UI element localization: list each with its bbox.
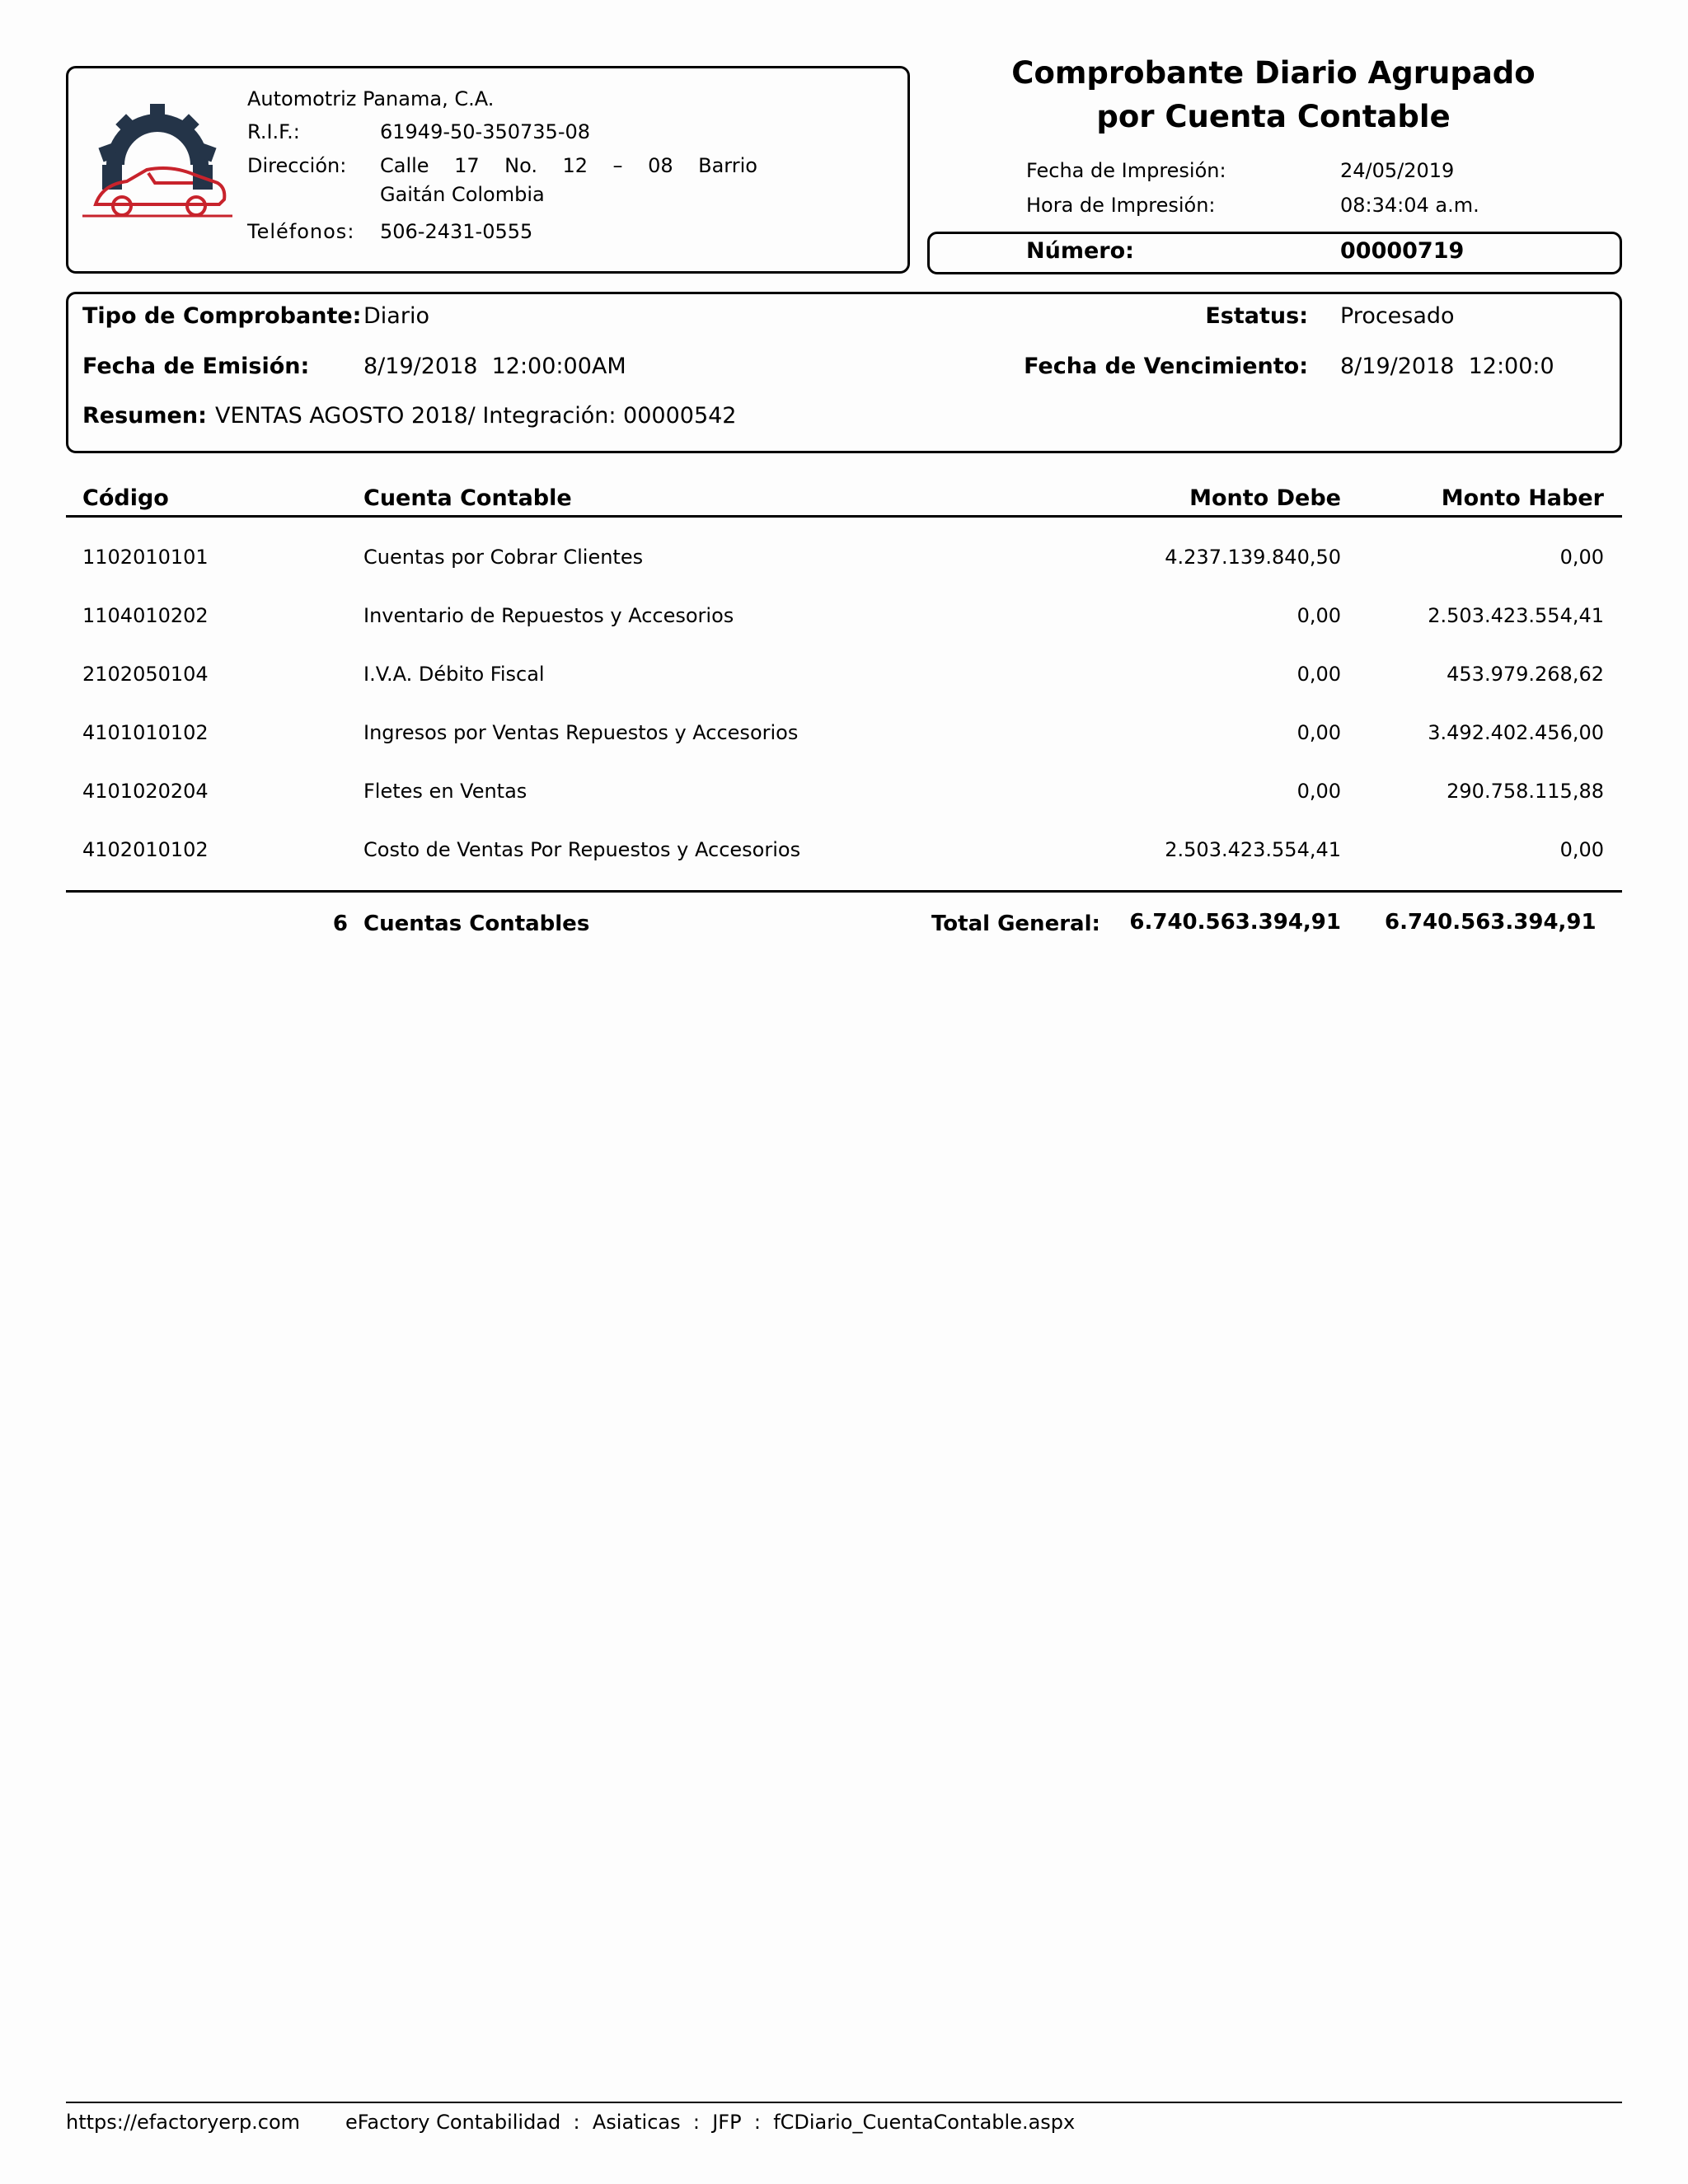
gear-car-logo-icon (79, 99, 236, 239)
voucher-type-label: Tipo de Comprobante: (82, 303, 362, 329)
table-row-debit: 0,00 (1296, 663, 1341, 686)
header-rule (66, 515, 1622, 518)
table-row-account: Cuentas por Cobrar Clientes (363, 546, 644, 569)
table-row-code: 1104010202 (82, 604, 209, 627)
table-row-debit: 4.237.139.840,50 (1165, 546, 1341, 569)
table-row-debit: 0,00 (1296, 721, 1341, 744)
col-header-debit: Monto Debe (1189, 485, 1341, 511)
footer-url: https://efactoryerp.com (66, 2111, 301, 2134)
print-time-label: Hora de Impresión: (1026, 194, 1216, 217)
total-credit: 6.740.563.394,91 (1385, 910, 1597, 935)
table-row-code: 4101010102 (82, 721, 209, 744)
status-value: Procesado (1340, 303, 1455, 329)
col-header-code: Código (82, 485, 169, 511)
table-row-code: 4102010102 (82, 838, 209, 861)
summary-value: VENTAS AGOSTO 2018/ Integración: 00000542 (215, 403, 737, 429)
table-row-account: Fletes en Ventas (363, 780, 528, 803)
totals-rule (66, 890, 1622, 893)
table-row-debit: 2.503.423.554,41 (1165, 838, 1341, 861)
phone-value: 506-2431-0555 (380, 220, 533, 243)
print-time-value: 08:34:04 a.m. (1340, 194, 1479, 217)
status-label: Estatus: (1205, 303, 1308, 329)
print-date-value: 24/05/2019 (1340, 159, 1455, 182)
table-row-account: Ingresos por Ventas Repuestos y Accesorios (363, 721, 799, 744)
table-row-credit: 0,00 (1559, 838, 1604, 861)
table-row-credit: 3.492.402.456,00 (1428, 721, 1604, 744)
col-header-credit: Monto Haber (1441, 485, 1604, 511)
table-row-credit: 290.758.115,88 (1447, 780, 1604, 803)
table-row-account: I.V.A. Débito Fiscal (363, 663, 545, 686)
rif-value: 61949-50-350735-08 (380, 120, 591, 143)
number-value: 00000719 (1340, 238, 1465, 264)
issue-date-label: Fecha de Emisión: (82, 354, 310, 379)
table-row-code: 2102050104 (82, 663, 209, 686)
due-date-value: 8/19/2018 12:00:0 (1340, 354, 1554, 379)
company-name: Automotriz Panama, C.A. (247, 87, 495, 110)
footer-rule (66, 2102, 1622, 2103)
table-row-account: Costo de Ventas Por Repuestos y Accesorios (363, 838, 801, 861)
issue-date-value: 8/19/2018 12:00:00AM (363, 354, 626, 379)
address-label: Dirección: (247, 154, 347, 177)
table-row-credit: 453.979.268,62 (1447, 663, 1604, 686)
total-general-label: Total General: (931, 912, 1100, 936)
print-date-label: Fecha de Impresión: (1026, 159, 1226, 182)
table-row-debit: 0,00 (1296, 780, 1341, 803)
summary-label: Resumen: (82, 403, 207, 429)
table-row-credit: 0,00 (1559, 546, 1604, 569)
footer-info: eFactory Contabilidad : Asiaticas : JFP : fCDiario_CuentaContable.aspx (345, 2111, 1076, 2134)
table-row-code: 1102010101 (82, 546, 209, 569)
report-title-line1: Comprobante Diario Agrupado (1011, 55, 1536, 91)
accounts-count-label: Cuentas Contables (363, 912, 590, 936)
rif-label: R.I.F.: (247, 120, 300, 143)
accounts-count: 6 (332, 912, 348, 936)
total-debit: 6.740.563.394,91 (1129, 910, 1341, 935)
table-row-credit: 2.503.423.554,41 (1428, 604, 1604, 627)
number-label: Número: (1026, 238, 1134, 264)
table-row-account: Inventario de Repuestos y Accesorios (363, 604, 734, 627)
address-line2: Gaitán Colombia (380, 183, 545, 206)
voucher-type-value: Diario (363, 303, 429, 329)
phone-label: Teléfonos: (247, 220, 355, 243)
col-header-account: Cuenta Contable (363, 485, 572, 511)
table-row-code: 4101020204 (82, 780, 209, 803)
due-date-label: Fecha de Vencimiento: (1024, 354, 1308, 379)
address-line1: Calle 17 No. 12 – 08 Barrio (380, 154, 757, 177)
report-title-line2: por Cuenta Contable (1096, 99, 1451, 134)
table-row-debit: 0,00 (1296, 604, 1341, 627)
